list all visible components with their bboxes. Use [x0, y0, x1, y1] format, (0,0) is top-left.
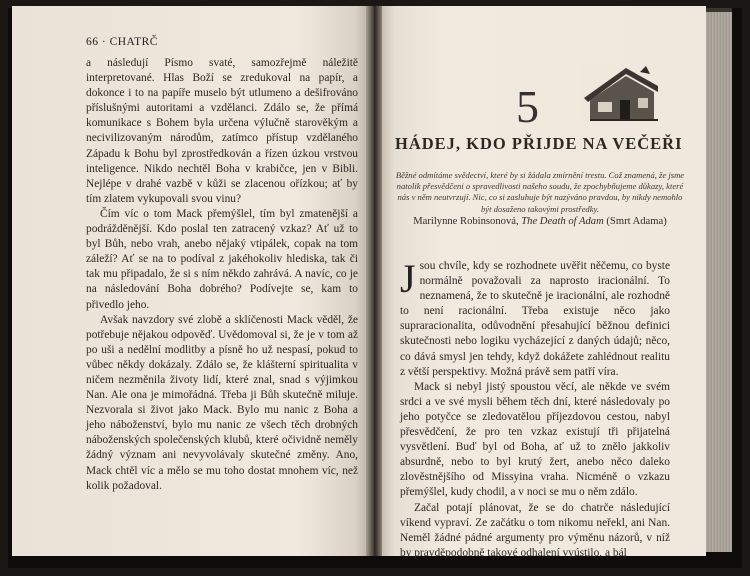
- attribution-work: The Death of Adam: [521, 216, 604, 227]
- paragraph: a následují Písmo svaté, samozřejmě náležitě interpretované. Hlas Boží se zredukoval na papír, a dokonce i to na papíře muselo být utlumeno a dešifrováno příslušnými autoritami a vzdělanci. Zdálo se, že přímá komunikace s Bohem byla určena výlučně starověkým a necivilizovaným národům, zatímco přístup vzdělaného Západu k Bohu byl zprostředkován a řízen úzkou vrstvou inteligence. Nikdo nechtěl Boha v krabičce, jen v Bibli. Nejlépe v drahé vazbě v kůži se zlacenou ořízkou; ať by tím zlatem vykupovali svou vinu?: [86, 57, 358, 205]
- cabin-illustration: [580, 64, 660, 122]
- page-block-edge: [706, 12, 732, 552]
- attribution-author: Marilynne Robinsonová,: [413, 216, 519, 227]
- running-head: 66 · CHATRČ: [86, 36, 158, 48]
- book-gutter: [366, 6, 382, 556]
- paragraph: Avšak navzdory své zlobě a sklíčenosti Mack věděl, že potřebuje nějakou odpověď. Uvědomoval si, že je v tom až po uši a nedělní modlitby a písně ho už nespasí, pokud to vůbec někdy dokázaly. Zdálo se, že klášterní spiritualita v ničem nezměnila životy lidí, které znal, snad s výjimkou Nan. Ale ona je mimořádná. Třeba ji Bůh skutečně miluje. Nezvorala si život jako Mack. Bylo mu nanic z Boha a jeho náboženství, bylo mu nanic ze všech těch drobných náboženských společenských klubů, které očividně neměly žádný význam ani nevyvolávaly skutečné změny. Ano, Mack chtěl víc a mělo se mu toho dostat mnohem víc, než kolik požadoval.: [86, 313, 358, 492]
- paragraph: Mack si nebyl jistý spoustou věcí, ale někde ve svém srdci a ve své mysli během těch dní, které následovaly po jeho potyčce se zledovatělou příjezdovou cestou, nabyl přesvědčení, že pro ten vzkaz existují tři přijatelná vysvětlení. Buď byl od Boha, ať už to znělo jakkoliv absurdně, nebo to byl krutý žert, anebo něco daleko zlověstnějšího od Missyina vraha. Nicméně o vzkazu přemýšlel, kudy chodil, a v noci se mu o něm zdálo.: [400, 380, 670, 499]
- drop-cap: J: [400, 256, 416, 301]
- left-body-text: [86, 56, 358, 494]
- chapter-title: HÁDEJ, KDO PŘIJDE NA VEČEŘI: [395, 134, 683, 153]
- paragraph: Začal potají plánovat, že se do chatrče následující víkend vypraví. Ze začátku o tom nikomu neřekl, ani Nan. Neměl žádné pádné argumenty pro výměnu názorů, v níž by pravděpodobně takové odhalení vyústilo, a bál: [400, 501, 670, 559]
- paragraph: Čím víc o tom Mack přemýšlel, tím byl zmatenější a podrážděnější. Kdo poslal ten zatracený vzkaz? Ať už to byl Bůh, nebo vrah, anebo nějaký vtipálek, copak na tom záleží? Ať se na to podíval z jakéhokoliv hlediska, tak či tak mu připadalo, že si s ním někdo zahrává. A navíc, co je na následování Boha dobrého? Podívejte se, kam to přivedlo jeho.: [86, 207, 358, 311]
- right-body-text: [400, 256, 670, 561]
- first-paragraph-text: sou chvíle, kdy se rozhodnete uvěřit něčemu, co byste normálně považovali za naprosto iracionální. To neznamená, že to skutečně je iracionální, ale rozhodně to není racionální. Třeba existuje něco jako supraracionalita, odůvodnění přesahující běžnou definici skutečnosti nebo logiku vycházející z daných údajů; něco, co dává smysl jen tehdy, když dokážete zahlédnout realitu z větší perspektivy. Možná právě sem patří víra.: [400, 260, 670, 378]
- paragraph: [400, 256, 670, 380]
- chapter-number: 5: [516, 81, 539, 132]
- epigraph-attribution: [395, 216, 685, 227]
- epigraph: Běžné odmítáme svědectví, které by si žádala zmírnění trestu. Což znamená, že jsme natolik přesvědčeni o spravedlivosti našeho soudu, že zpochybňujeme důkazy, které nás v něm neutvrzují. Nic, co si zasluhuje být nazýváno pravdou, by nikdy nemohlo být dosaženo takovými prostředky.: [395, 170, 685, 214]
- attribution-translation: (Smrt Adama): [606, 216, 667, 227]
